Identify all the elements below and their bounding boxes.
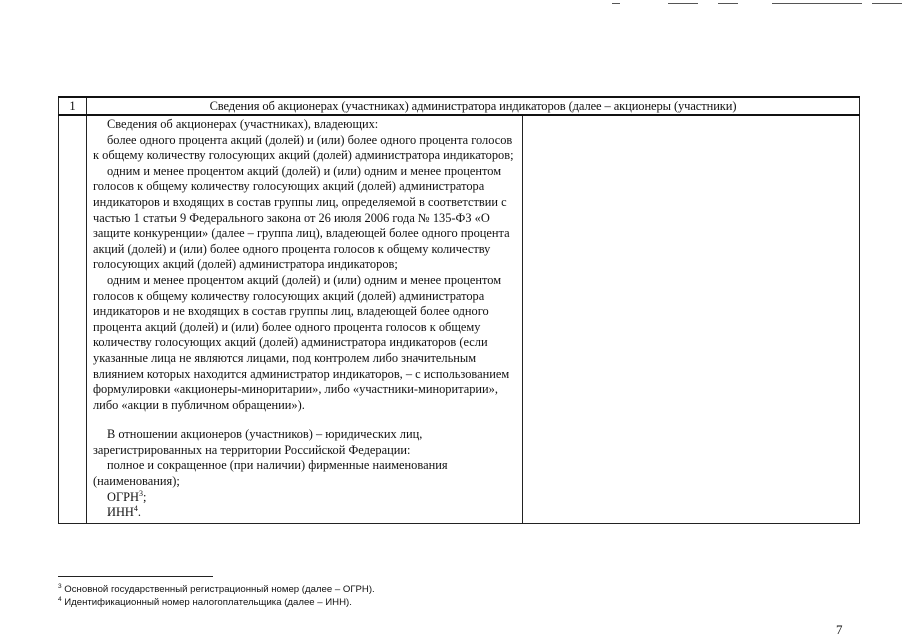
requirements-cell: [87, 115, 523, 523]
response-cell-empty: [523, 115, 860, 523]
paragraph-legal-entities: В отношении акционеров (участников) – юридических лиц, зарегистрированных на территории Российской Федерации:: [93, 427, 423, 457]
scan-artifact-line: [612, 3, 620, 4]
scan-artifact-line: [668, 3, 698, 4]
ogrn-line: ОГРН$^3$;: [107, 488, 147, 504]
footnote-ref-3: 3: [138, 488, 143, 498]
section-title: Сведения об акционерах (участниках) администратора индикаторов (далее – акционеры (участники): [87, 97, 860, 115]
footnote-3: $^3$ Основной государственный регистрационный номер (далее – ОГРН).: [58, 582, 375, 595]
requirements-text: [87, 116, 522, 523]
number-cell-empty: [59, 115, 87, 523]
paragraph-over-one-percent: более одного процента акций (долей) и (или) более одного процента голосов к общему количеству голосующих акций (долей) администратора индикаторов;: [93, 132, 514, 163]
scan-artifact-line: [772, 3, 862, 4]
table-content-row: [59, 115, 860, 523]
scan-artifact-line: [872, 3, 902, 4]
paragraph-intro: Сведения об акционерах (участниках), владеющих:: [107, 117, 379, 131]
paragraph-group-members: одним и менее процентом акций (долей) и (или) одним и менее процентом голосов к общему количеству голосующих акций (долей) администратора индикаторов и входящих в состав группы лиц, определяемой в соответствии с частью 1 статьи 9 Федерального закона от 26 июля 2006 года № 135-ФЗ «О защите конкуренции» (далее – группа лиц), владеющей более одного процента акций (долей) и (или) более одного процента голосов к общему количеству голосующих акций (долей) администратора индикаторов;: [93, 163, 510, 272]
inn-line: ИНН$^4$.: [107, 504, 141, 520]
ogrn-label: ОГРН: [107, 489, 139, 504]
footnote-ref-4: 4: [133, 504, 138, 514]
footnotes: [58, 583, 375, 609]
disclosure-table: [58, 96, 860, 524]
footnote-4: $^4$ Идентификационный номер налогоплательщика (далее – ИНН).: [58, 595, 352, 608]
paragraph-minority: одним и менее процентом акций (долей) и (или) одним и менее процентом голосов к общему количеству голосующих акций (долей) администратора индикаторов и не входящих в состав группы лиц, владеющей более одного процента акций (долей) и (или) более одного процента голосов к общему количеству голосующих акций (долей) администратора индикаторов (если указанные лица не являются лицами, под контролем либо значительным влиянием которых находится администратор индикаторов, – с использованием формулировки «акционеры-миноритарии», либо «участники-миноритарии», либо «акции в публичном обращении»).: [93, 272, 510, 412]
footnote-separator: [58, 576, 213, 577]
paragraph-names: полное и сокращенное (при наличии) фирменные наименования (наименования);: [93, 458, 448, 489]
inn-label: ИНН: [107, 505, 134, 520]
table-header-row: [59, 97, 860, 115]
scan-artifact-line: [718, 3, 738, 4]
row-number: 1: [59, 97, 87, 115]
page-number: 7: [836, 622, 843, 637]
